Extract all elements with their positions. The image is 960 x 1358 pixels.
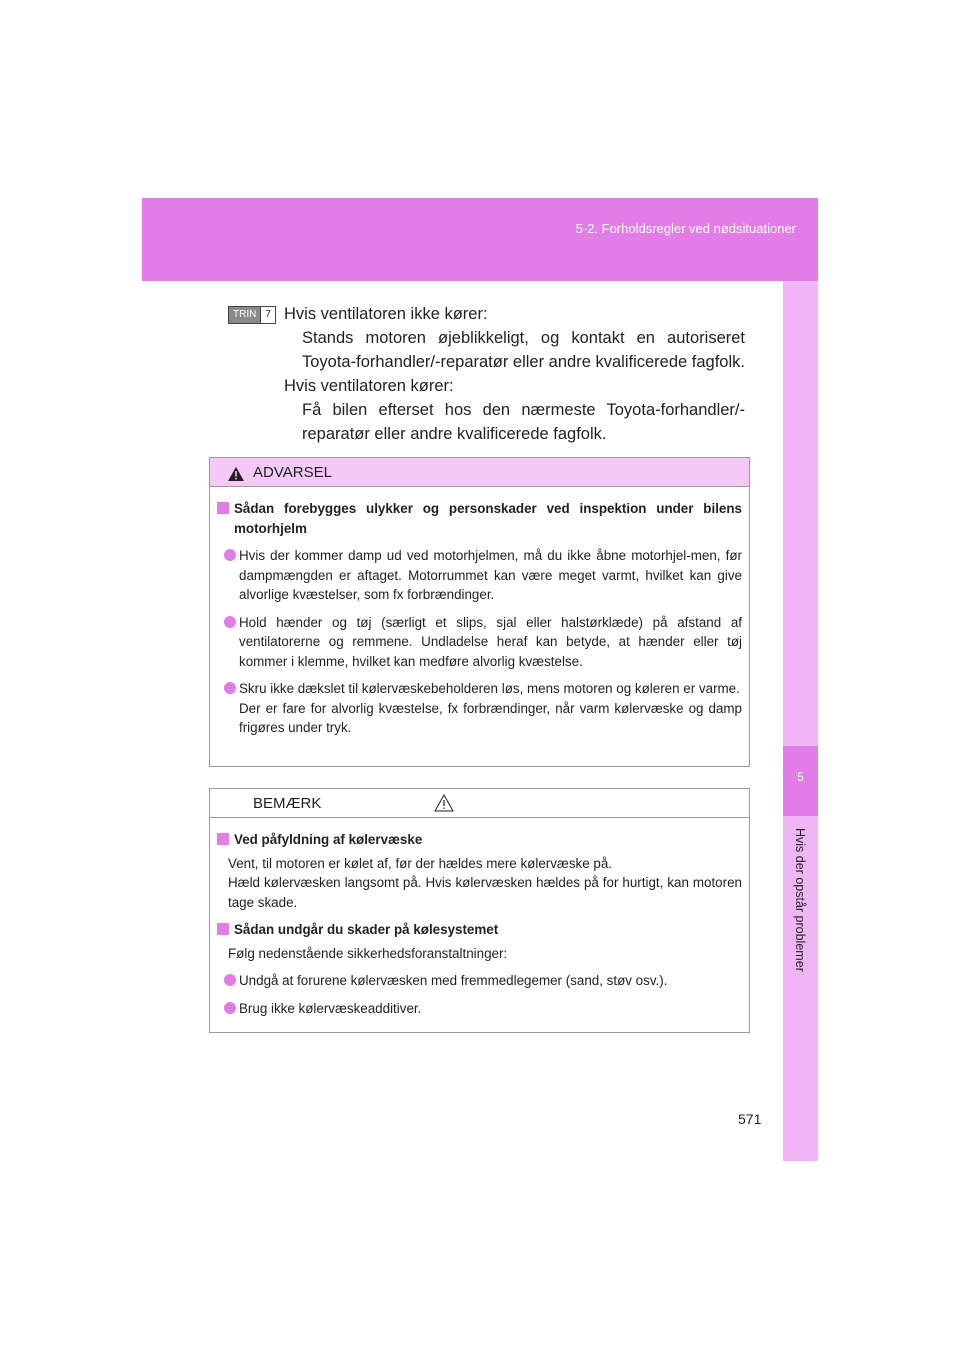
notice-section-title: Sådan undgår du skader på kølesystemet: [234, 922, 499, 937]
case1-line1: Stands motoren øjeblikkeligt, og kontakt en autoriseret: [302, 329, 745, 347]
case2-line2: reparatør eller andre kvalificerede fagfolk.: [302, 425, 607, 443]
case2-line1: Få bilen efterset hos den nærmeste Toyota-forhandler/-: [302, 401, 745, 419]
warning-bullet-text: Hold hænder og tøj (særligt et slips, sjal eller halstørklæde) på afstand af ventilatorerne og remmene. Undladelse heraf kan betyde, at hænder eller tøj kommer i klemme, hvilket kan medføre alvorlig kvæstelse.: [239, 614, 742, 669]
round-bullet-icon: [224, 682, 236, 694]
warning-bullet: [224, 546, 742, 605]
chapter-side-tab: [783, 281, 818, 1161]
notice-paragraph: Vent, til motoren er kølet af, før der hældes mere kølervæske på.: [228, 855, 613, 871]
notice-section: [217, 920, 742, 940]
warning-section-title: Sådan forebygges ulykker og personskader ved inspektion under bilens motorhjelm: [234, 501, 742, 536]
step-badge-number: 7: [260, 307, 275, 323]
step-badge-label: TRIN: [229, 307, 260, 323]
warning-bullet-text: Hvis der kommer damp ud ved motorhjelmen, må du ikke åbne motorhjel-men, før dampmængden er aftaget. Motorrummet kan være meget varmt, hvilket kan give alvorlige kvæstelser, som fx forbrændinger.: [239, 548, 742, 602]
notice-bullet-text: Undgå at forurene kølervæsken med fremmedlegemer (sand, støv osv.).: [239, 973, 668, 988]
chapter-title: Hvis der opstår problemer: [793, 828, 807, 972]
warning-header: [210, 458, 749, 487]
notice-title: BEMÆRK: [253, 795, 322, 812]
section-title: 5-2. Forholdsregler ved nødsituationer: [575, 221, 796, 236]
square-bullet-icon: [217, 923, 229, 935]
warning-bullet: [224, 613, 742, 672]
warning-bullet: [224, 679, 742, 738]
case1-line2: Toyota-forhandler/-reparatør eller andre kvalificerede fagfolk.: [302, 353, 745, 371]
warning-title: ADVARSEL: [253, 464, 332, 481]
page-number: 571: [738, 1111, 762, 1127]
chapter-number: 5: [797, 770, 804, 784]
notice-section: [217, 830, 742, 850]
round-bullet-icon: [224, 616, 236, 628]
warning-body: [210, 487, 749, 756]
notice-section-title: Ved påfyldning af kølervæske: [234, 832, 423, 847]
caution-icon: [434, 794, 454, 812]
notice-box: [209, 788, 750, 1033]
round-bullet-icon: [224, 549, 236, 561]
notice-paragraph: Hæld kølervæsken langsomt på. Hvis kølervæsken hældes på for hurtigt, kan motoren tage skade.: [228, 875, 742, 910]
round-bullet-icon: [224, 1002, 236, 1014]
step-badge: [228, 306, 276, 324]
warning-section: [217, 499, 742, 538]
warning-box: [209, 457, 750, 767]
notice-header: [210, 789, 749, 818]
notice-paragraph: Følg nedenstående sikkerhedsforanstaltninger:: [228, 945, 508, 961]
case2-title: Hvis ventilatoren kører:: [284, 377, 454, 395]
square-bullet-icon: [217, 833, 229, 845]
warning-icon: [227, 466, 245, 482]
warning-bullet-extra: Der er fare for alvorlig kvæstelse, fx forbrændinger, når varm kølervæske og damp frigøres under tryk.: [239, 700, 742, 735]
case1-title: Hvis ventilatoren ikke kører:: [284, 305, 488, 323]
notice-bullet-text: Brug ikke kølervæskeadditiver.: [239, 1000, 422, 1016]
warning-bullet-text-group: [239, 679, 742, 738]
notice-bullet: [224, 971, 742, 991]
round-bullet-icon: [224, 974, 236, 986]
page-header: [142, 198, 818, 281]
square-bullet-icon: [217, 502, 229, 514]
notice-bullet: [224, 999, 742, 1019]
warning-bullet-text: Skru ikke dækslet til kølervæskebeholderen løs, mens motoren og køleren er varme.: [239, 681, 740, 696]
notice-body: [210, 818, 749, 1036]
